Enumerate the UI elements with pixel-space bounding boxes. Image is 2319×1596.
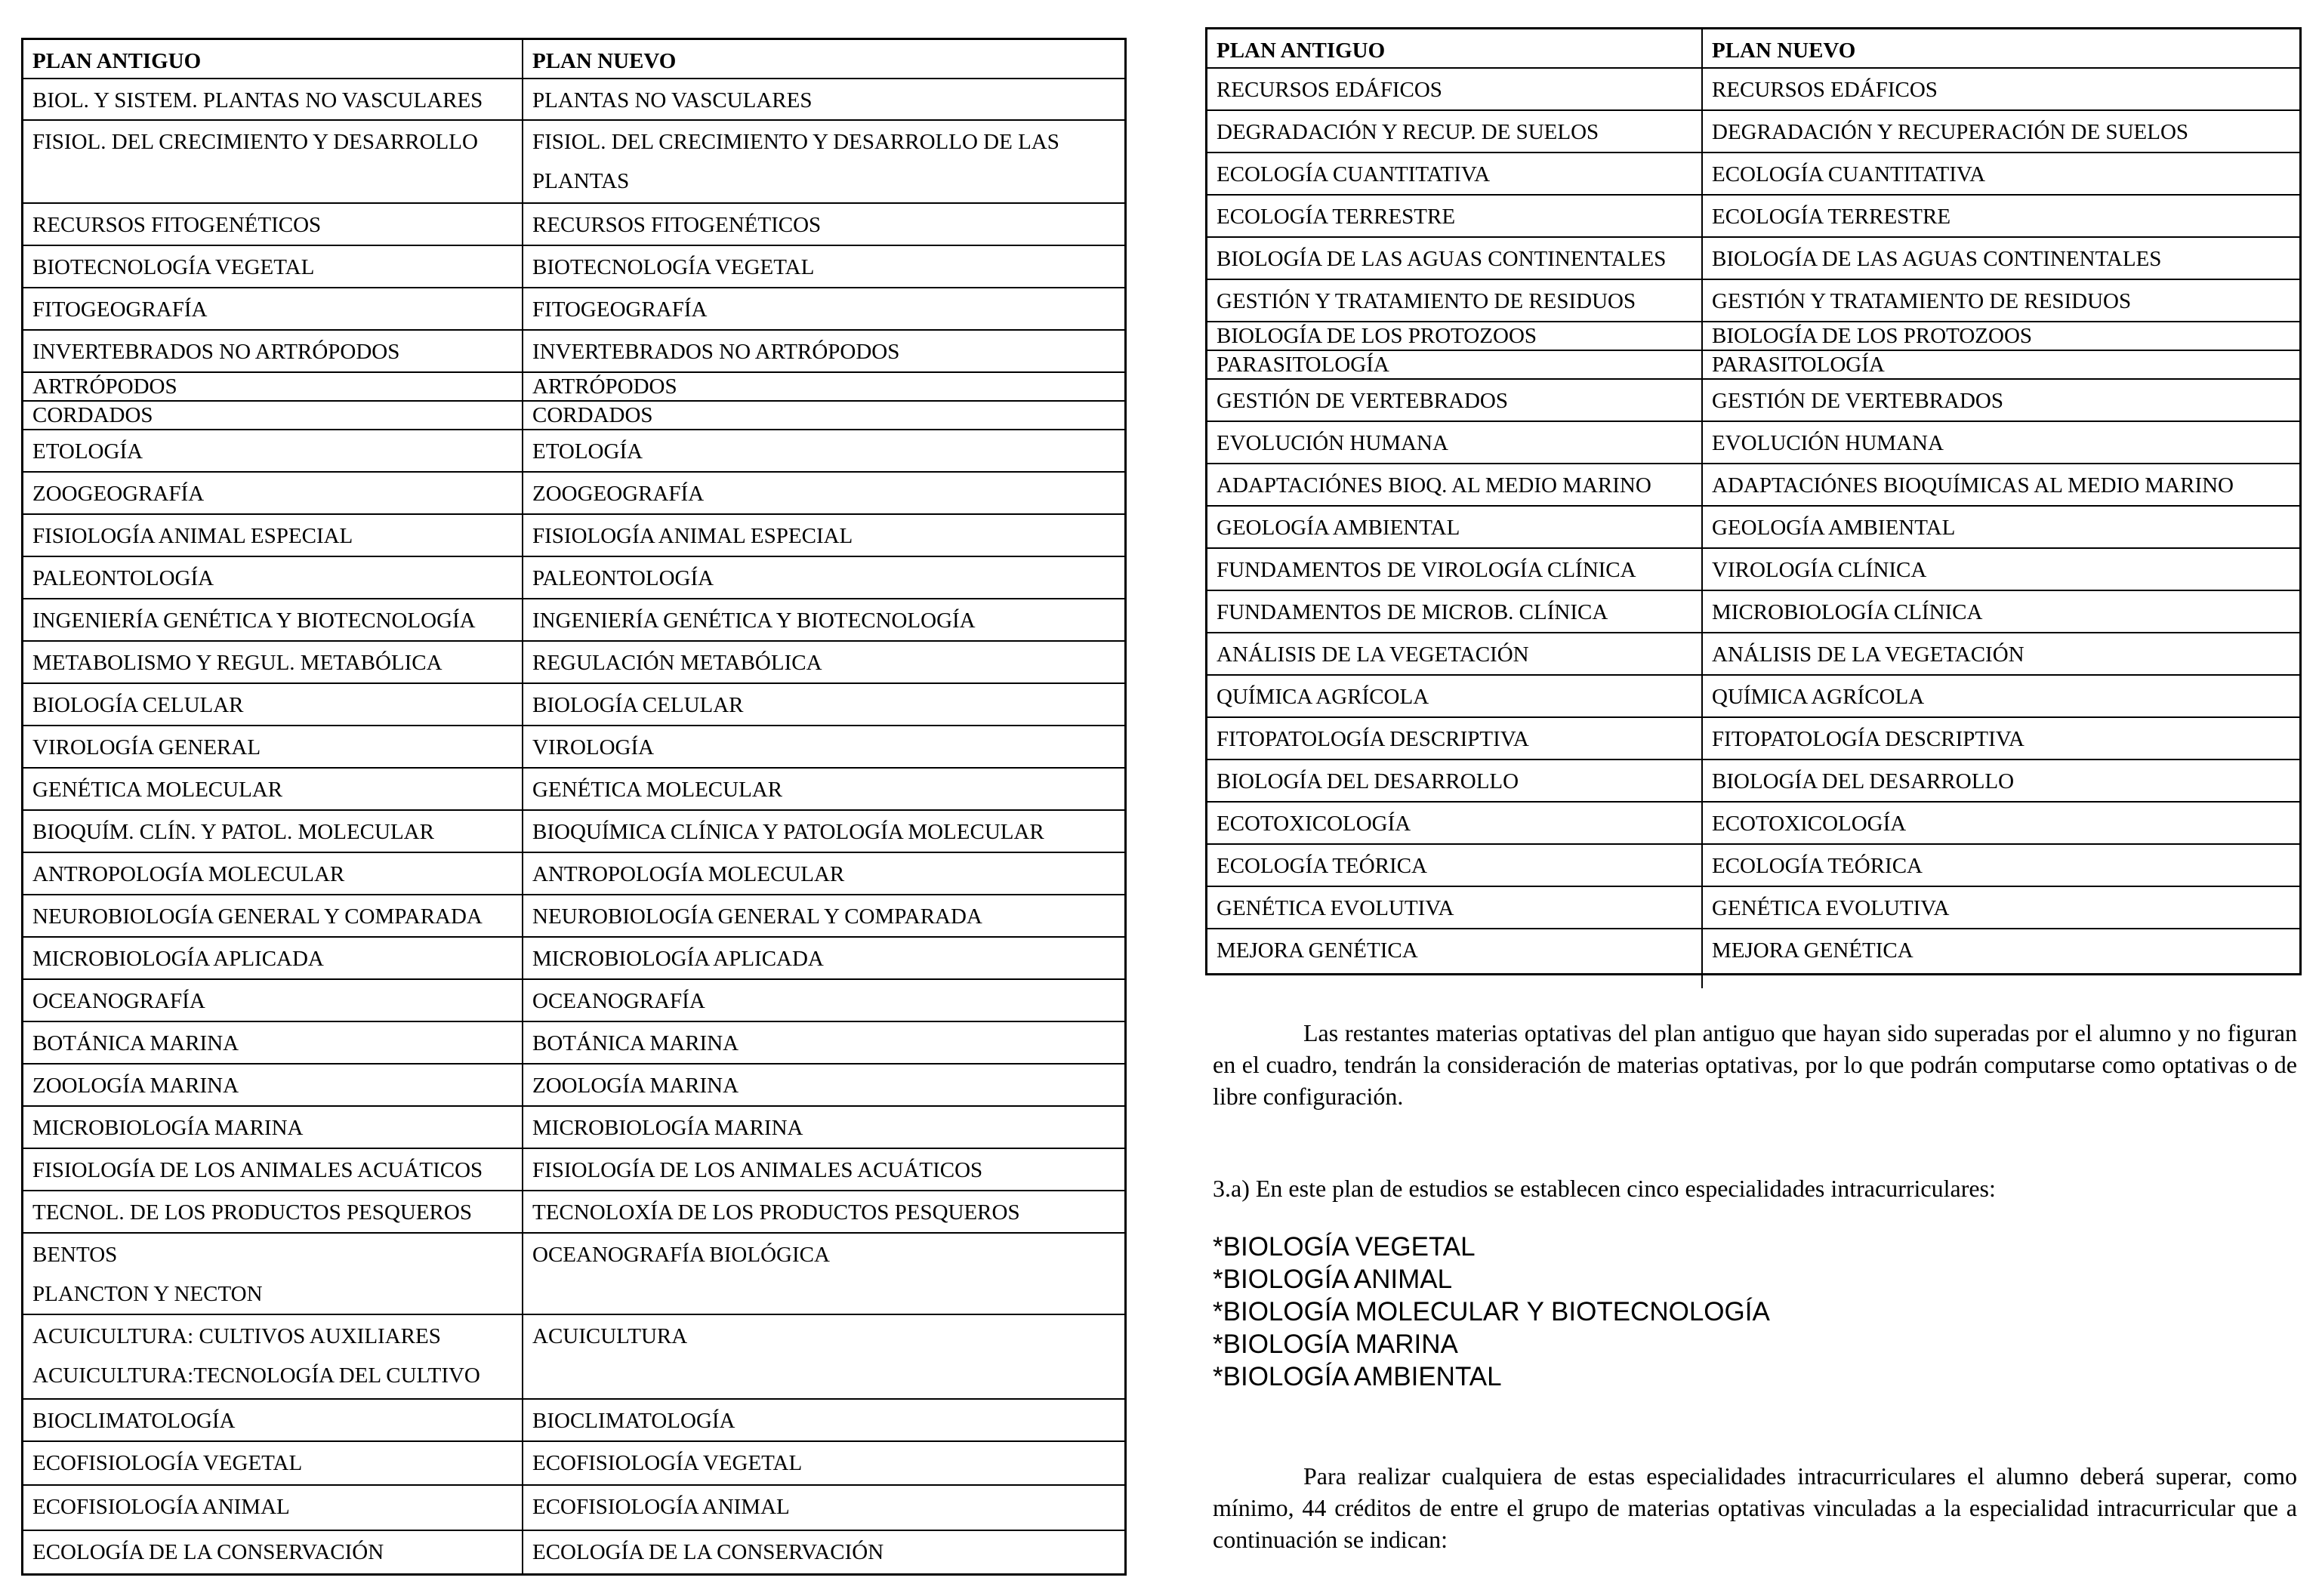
new-plan-cell — [523, 726, 1124, 767]
table-row — [1207, 803, 2299, 845]
cell-text: REGULACIÓN METABÓLICA — [532, 651, 822, 675]
cell-text: OCEANOGRAFÍA — [532, 989, 705, 1013]
list-item: *BIOLOGÍA MARINA — [1213, 1329, 1458, 1359]
old-plan-cell — [1207, 803, 1703, 843]
old-plan-cell — [23, 938, 523, 978]
table-row — [1207, 111, 2299, 153]
cell-text: MICROBIOLOGÍA APLICADA — [32, 947, 324, 971]
new-plan-cell — [523, 373, 1124, 400]
new-plan-cell — [1703, 929, 2299, 988]
new-plan-cell — [523, 1022, 1124, 1063]
table-row — [23, 684, 1124, 726]
cell-text: ECOLOGÍA TERRESTRE — [1217, 205, 1456, 229]
table-row — [23, 642, 1124, 684]
table-row — [23, 515, 1124, 557]
old-plan-cell — [1207, 845, 1703, 886]
old-plan-cell — [23, 1400, 523, 1440]
new-plan-cell — [523, 980, 1124, 1021]
list-item: *BIOLOGÍA VEGETAL — [1213, 1232, 1476, 1262]
cell-text: MICROBIOLOGÍA MARINA — [32, 1116, 304, 1140]
old-plan-cell — [23, 811, 523, 852]
new-plan-cell — [1703, 633, 2299, 674]
cell-text: ANÁLISIS DE LA VEGETACIÓN — [1217, 642, 1529, 667]
cell-text: QUÍMICA AGRÍCOLA — [1217, 685, 1429, 709]
cell-text: RECURSOS FITOGENÉTICOS — [32, 213, 322, 237]
cell-text: FISIOL. DEL CRECIMIENTO Y DESARROLLO DE LAS — [532, 130, 1059, 154]
cell-text: BIOLOGÍA DEL DESARROLLO — [1712, 769, 2015, 793]
cell-text: ADAPTACIÓNES BIOQUÍMICAS AL MEDIO MARINO — [1712, 473, 2234, 498]
old-plan-cell — [23, 1442, 523, 1484]
new-plan-cell — [523, 1315, 1124, 1398]
table-row — [1207, 633, 2299, 676]
cell-text: PALEONTOLOGÍA — [32, 566, 214, 590]
table-row — [23, 599, 1124, 642]
cell-text: BIOLOGÍA CELULAR — [32, 693, 244, 717]
table-row — [23, 557, 1124, 599]
old-plan-cell — [1207, 676, 1703, 716]
list-item: *BIOLOGÍA MOLECULAR Y BIOTECNOLOGÍA — [1213, 1297, 1770, 1326]
cell-text: FITOPATOLOGÍA DESCRIPTIVA — [1217, 727, 1529, 751]
cell-text: ECOLOGÍA DE LA CONSERVACIÓN — [32, 1540, 384, 1564]
new-plan-cell — [523, 204, 1124, 245]
cell-text: INGENIERÍA GENÉTICA Y BIOTECNOLOGÍA — [532, 609, 976, 633]
equivalence-table-right — [1205, 27, 2302, 975]
new-plan-cell — [523, 642, 1124, 682]
old-plan-cell — [23, 1191, 523, 1232]
old-plan-cell — [23, 853, 523, 894]
cell-text: BIOTECNOLOGÍA VEGETAL — [532, 255, 815, 279]
table-row — [23, 1486, 1124, 1531]
cell-text: GESTIÓN Y TRATAMIENTO DE RESIDUOS — [1712, 289, 2132, 313]
old-plan-cell — [1207, 929, 1703, 988]
cell-text: ECOFISIOLOGÍA ANIMAL — [532, 1495, 790, 1519]
table-row — [1207, 676, 2299, 718]
cell-text: INVERTEBRADOS NO ARTRÓPODOS — [532, 340, 900, 364]
cell-text: BIOL. Y SISTEM. PLANTAS NO VASCULARES — [32, 88, 483, 112]
cell-text: ECOLOGÍA TERRESTRE — [1712, 205, 1951, 229]
new-plan-cell — [523, 769, 1124, 809]
equivalence-table-left — [21, 38, 1127, 1576]
cell-text: PARASITOLOGÍA — [1712, 353, 1885, 377]
old-plan-cell — [1207, 153, 1703, 194]
old-plan-cell — [1207, 422, 1703, 463]
table-row — [1207, 280, 2299, 322]
cell-text: DEGRADACIÓN Y RECUP. DE SUELOS — [1217, 120, 1599, 144]
table-row — [1207, 351, 2299, 380]
old-plan-cell — [23, 204, 523, 245]
old-plan-cell — [23, 1486, 523, 1530]
column-header-new-plan: PLAN NUEVO — [1712, 39, 1856, 63]
cell-text: BOTÁNICA MARINA — [532, 1031, 739, 1055]
cell-text: GEOLOGÍA AMBIENTAL — [1712, 516, 1956, 540]
cell-text: BIOQUÍMICA CLÍNICA Y PATOLOGÍA MOLECULAR — [532, 820, 1044, 844]
cell-text: BIOQUÍM. CLÍN. Y PATOL. MOLECULAR — [32, 820, 434, 844]
list-item: *BIOLOGÍA ANIMAL — [1213, 1265, 1453, 1294]
cell-text: GESTIÓN DE VERTEBRADOS — [1217, 389, 1509, 413]
old-plan-cell — [23, 895, 523, 936]
cell-text: FITOGEOGRAFÍA — [32, 297, 208, 322]
cell-text: PARASITOLOGÍA — [1217, 353, 1389, 377]
cell-text: ECOLOGÍA TEÓRICA — [1217, 854, 1427, 878]
new-plan-cell — [1703, 760, 2299, 801]
cell-text: GESTIÓN DE VERTEBRADOS — [1712, 389, 2004, 413]
table-row — [1207, 591, 2299, 633]
table-row — [1207, 69, 2299, 111]
cell-text: METABOLISMO Y REGUL. METABÓLICA — [32, 651, 443, 675]
old-plan-cell — [23, 430, 523, 471]
cell-text: FISIOLOGÍA DE LOS ANIMALES ACUÁTICOS — [532, 1158, 983, 1182]
old-plan-cell — [1207, 507, 1703, 547]
old-plan-cell — [1207, 238, 1703, 279]
table-row — [23, 938, 1124, 980]
cell-text: PLANTAS NO VASCULARES — [532, 88, 813, 112]
old-plan-cell — [1207, 111, 1703, 152]
cell-text: ANTROPOLOGÍA MOLECULAR — [32, 862, 345, 886]
paragraph-credits-requirement: Para realizar cualquiera de estas especialidades intracurriculares el alumno deberá superar, como mínimo, 44 créditos de entre el grupo de materias optativas vinculadas a la especialidad intracurricular que a continuación se indican: — [1213, 1462, 2297, 1553]
cell-text: ECOTOXICOLOGÍA — [1217, 812, 1411, 836]
cell-text: ETOLOGÍA — [32, 439, 143, 464]
cell-text: RECURSOS FITOGENÉTICOS — [532, 213, 822, 237]
table-row — [1207, 422, 2299, 464]
cell-text: ECOLOGÍA CUANTITATIVA — [1712, 162, 1986, 186]
cell-text: QUÍMICA AGRÍCOLA — [1712, 685, 1925, 709]
table-row — [1207, 718, 2299, 760]
table-row — [23, 1315, 1124, 1400]
old-plan-cell — [23, 373, 523, 400]
old-plan-cell — [23, 402, 523, 429]
new-plan-cell — [523, 684, 1124, 725]
table-row — [23, 980, 1124, 1022]
cell-text: FISIOLOGÍA ANIMAL ESPECIAL — [532, 524, 853, 548]
cell-text: DEGRADACIÓN Y RECUPERACIÓN DE SUELOS — [1712, 120, 2189, 144]
old-plan-cell — [1207, 887, 1703, 928]
table-row — [23, 1107, 1124, 1149]
cell-text: FUNDAMENTOS DE VIROLOGÍA CLÍNICA — [1217, 558, 1636, 582]
cell-text: GESTIÓN Y TRATAMIENTO DE RESIDUOS — [1217, 289, 1636, 313]
old-plan-cell — [1207, 196, 1703, 236]
old-plan-cell — [1207, 591, 1703, 632]
table-row — [23, 331, 1124, 373]
new-plan-cell — [1703, 111, 2299, 152]
table-row — [1207, 380, 2299, 422]
table-row — [23, 1234, 1124, 1315]
new-plan-cell — [1703, 280, 2299, 321]
old-plan-cell — [23, 79, 523, 119]
table-row — [23, 204, 1124, 246]
table-row — [1207, 464, 2299, 507]
old-plan-cell — [1207, 69, 1703, 109]
new-plan-cell — [523, 331, 1124, 371]
cell-text: BIOLOGÍA DE LOS PROTOZOOS — [1217, 324, 1537, 348]
new-plan-cell — [1703, 69, 2299, 109]
old-plan-cell — [1207, 760, 1703, 801]
table-row — [1207, 845, 2299, 887]
table-row — [23, 1149, 1124, 1191]
cell-text: FUNDAMENTOS DE MICROB. CLÍNICA — [1217, 600, 1608, 624]
table-row — [23, 769, 1124, 811]
cell-text: ARTRÓPODOS — [532, 374, 677, 399]
cell-text: MICROBIOLOGÍA MARINA — [532, 1116, 803, 1140]
cell-text: PLANCTON Y NECTON — [32, 1282, 263, 1306]
cell-text: MICROBIOLOGÍA CLÍNICA — [1712, 600, 1983, 624]
cell-text: ACUICULTURA: CULTIVOS AUXILIARES — [32, 1324, 441, 1348]
table-row — [1207, 153, 2299, 196]
old-plan-cell — [23, 1315, 523, 1398]
cell-text: CORDADOS — [32, 403, 153, 427]
table-row — [1207, 238, 2299, 280]
new-plan-cell — [1703, 322, 2299, 350]
old-plan-cell — [23, 1065, 523, 1105]
table-row — [1207, 929, 2299, 988]
new-plan-cell — [1703, 803, 2299, 843]
table-row — [23, 430, 1124, 473]
old-plan-cell — [23, 684, 523, 725]
table-row — [23, 895, 1124, 938]
new-plan-cell — [523, 811, 1124, 852]
old-plan-cell — [23, 288, 523, 329]
paragraph-remaining-optatives: Las restantes materias optativas del plan antiguo que hayan sido superadas por el alumno y no figuran en el cuadro, tendrán la consideración de materias optativas, por lo que podrán computarse como optativas o de libre configuración. — [1213, 1019, 2297, 1110]
specialties-list — [1213, 1231, 1770, 1393]
new-plan-cell — [523, 938, 1124, 978]
table-row — [1207, 549, 2299, 591]
old-plan-cell — [23, 599, 523, 640]
cell-text: PALEONTOLOGÍA — [532, 566, 714, 590]
cell-text: TECNOL. DE LOS PRODUCTOS PESQUEROS — [32, 1200, 472, 1225]
old-plan-cell — [1207, 718, 1703, 759]
cell-text: GENÉTICA MOLECULAR — [532, 778, 783, 802]
new-plan-cell — [523, 853, 1124, 894]
cell-text: OCEANOGRAFÍA BIOLÓGICA — [532, 1243, 830, 1267]
column-header-old-plan: PLAN ANTIGUO — [1207, 29, 1703, 67]
cell-text: BIOCLIMATOLOGÍA — [32, 1409, 236, 1433]
new-plan-cell — [523, 402, 1124, 429]
cell-text: ECOTOXICOLOGÍA — [1712, 812, 1907, 836]
cell-text: INVERTEBRADOS NO ARTRÓPODOS — [32, 340, 400, 364]
table-row — [1207, 887, 2299, 929]
cell-text: MEJORA GENÉTICA — [1712, 938, 1913, 963]
new-plan-cell — [1703, 718, 2299, 759]
cell-text: FISIOLOGÍA ANIMAL ESPECIAL — [32, 524, 353, 548]
table-row — [23, 246, 1124, 288]
cell-text: ECOFISIOLOGÍA ANIMAL — [32, 1495, 290, 1519]
cell-text: BIOLOGÍA DE LOS PROTOZOOS — [1712, 324, 2033, 348]
cell-text: MICROBIOLOGÍA APLICADA — [532, 947, 824, 971]
table-row — [23, 811, 1124, 853]
cell-text: FISIOL. DEL CRECIMIENTO Y DESARROLLO — [32, 130, 478, 154]
new-plan-cell — [523, 1065, 1124, 1105]
cell-text: BIOLOGÍA DE LAS AGUAS CONTINENTALES — [1712, 247, 2162, 271]
column-header-old-plan: PLAN ANTIGUO — [23, 40, 523, 78]
cell-text: VIROLOGÍA CLÍNICA — [1712, 558, 1927, 582]
new-plan-cell — [523, 515, 1124, 556]
new-plan-cell — [1703, 676, 2299, 716]
table-row — [23, 726, 1124, 769]
cell-text: ANÁLISIS DE LA VEGETACIÓN — [1712, 642, 2024, 667]
cell-text: EVOLUCIÓN HUMANA — [1217, 431, 1448, 455]
table-row — [23, 121, 1124, 204]
cell-text: BIOLOGÍA DE LAS AGUAS CONTINENTALES — [1217, 247, 1667, 271]
cell-text: ECOFISIOLOGÍA VEGETAL — [532, 1451, 803, 1475]
table-row — [1207, 760, 2299, 803]
old-plan-cell — [23, 121, 523, 202]
old-plan-cell — [23, 1107, 523, 1148]
cell-text: FITOPATOLOGÍA DESCRIPTIVA — [1712, 727, 2024, 751]
new-plan-cell — [523, 79, 1124, 119]
cell-text: ADAPTACIÓNES BIOQ. AL MEDIO MARINO — [1217, 473, 1651, 498]
old-plan-cell — [1207, 322, 1703, 350]
cell-text: FITOGEOGRAFÍA — [532, 297, 708, 322]
new-plan-cell — [523, 1191, 1124, 1232]
new-plan-cell — [523, 1107, 1124, 1148]
cell-text: PLANTAS — [532, 169, 630, 193]
table-row — [23, 402, 1124, 430]
cell-text: ECOLOGÍA CUANTITATIVA — [1217, 162, 1491, 186]
cell-text: BENTOS — [32, 1243, 118, 1267]
cell-text: ECOLOGÍA TEÓRICA — [1712, 854, 1923, 878]
new-plan-cell — [1703, 238, 2299, 279]
cell-text: INGENIERÍA GENÉTICA Y BIOTECNOLOGÍA — [32, 609, 476, 633]
old-plan-cell — [23, 980, 523, 1021]
table-row — [1207, 507, 2299, 549]
column-header-new-plan: PLAN NUEVO — [532, 49, 677, 73]
cell-text: ZOOGEOGRAFÍA — [532, 482, 705, 506]
cell-text: VIROLOGÍA — [532, 735, 655, 759]
old-plan-cell — [23, 726, 523, 767]
new-plan-cell — [1703, 845, 2299, 886]
table-row — [23, 1191, 1124, 1234]
cell-text: ZOOGEOGRAFÍA — [32, 482, 205, 506]
cell-text: GENÉTICA EVOLUTIVA — [1217, 896, 1454, 920]
new-plan-cell — [523, 1486, 1124, 1530]
old-plan-cell — [23, 515, 523, 556]
cell-text: BIOLOGÍA DEL DESARROLLO — [1217, 769, 1519, 793]
cell-text: RECURSOS EDÁFICOS — [1712, 78, 1938, 102]
old-plan-cell — [23, 1022, 523, 1063]
cell-text: GENÉTICA EVOLUTIVA — [1712, 896, 1950, 920]
old-plan-cell — [1207, 549, 1703, 590]
table-row — [23, 853, 1124, 895]
cell-text: BIOCLIMATOLOGÍA — [532, 1409, 735, 1433]
cell-text: TECNOLOXÍA DE LOS PRODUCTOS PESQUEROS — [532, 1200, 1020, 1225]
new-plan-cell — [1703, 507, 2299, 547]
cell-text: NEUROBIOLOGÍA GENERAL Y COMPARADA — [532, 904, 982, 929]
cell-text: ARTRÓPODOS — [32, 374, 177, 399]
new-plan-cell — [523, 1531, 1124, 1573]
cell-text: BOTÁNICA MARINA — [32, 1031, 239, 1055]
new-plan-cell — [523, 1149, 1124, 1190]
list-item: *BIOLOGÍA AMBIENTAL — [1213, 1362, 1502, 1391]
table-row — [23, 473, 1124, 515]
table-row — [23, 1400, 1124, 1442]
old-plan-cell — [23, 769, 523, 809]
paragraph-specialties-intro: 3.a) En este plan de estudios se establecen cinco especialidades intracurriculares: — [1213, 1175, 1996, 1202]
cell-text: OCEANOGRAFÍA — [32, 989, 205, 1013]
old-plan-cell — [23, 1531, 523, 1573]
table-row — [23, 373, 1124, 402]
cell-text: CORDADOS — [532, 403, 653, 427]
new-plan-cell — [523, 288, 1124, 329]
new-plan-cell — [1703, 196, 2299, 236]
old-plan-cell — [23, 642, 523, 682]
cell-text: ECOFISIOLOGÍA VEGETAL — [32, 1451, 303, 1475]
table-header-row — [1207, 29, 2299, 69]
cell-text: GEOLOGÍA AMBIENTAL — [1217, 516, 1460, 540]
new-plan-cell — [523, 1400, 1124, 1440]
new-plan-cell — [1703, 422, 2299, 463]
old-plan-cell — [23, 473, 523, 513]
cell-text: ANTROPOLOGÍA MOLECULAR — [532, 862, 845, 886]
table-row — [23, 1531, 1124, 1573]
cell-text: EVOLUCIÓN HUMANA — [1712, 431, 1944, 455]
cell-text: FISIOLOGÍA DE LOS ANIMALES ACUÁTICOS — [32, 1158, 483, 1182]
cell-text: ZOOLOGÍA MARINA — [32, 1074, 239, 1098]
table-row — [1207, 322, 2299, 351]
new-plan-cell — [1703, 549, 2299, 590]
new-plan-cell — [1703, 380, 2299, 421]
new-plan-cell — [523, 895, 1124, 936]
old-plan-cell — [1207, 280, 1703, 321]
cell-text: ETOLOGÍA — [532, 439, 643, 464]
new-plan-cell — [1703, 591, 2299, 632]
old-plan-cell — [1207, 464, 1703, 505]
table-row — [23, 1065, 1124, 1107]
new-plan-cell — [523, 1234, 1124, 1314]
old-plan-cell — [23, 1234, 523, 1314]
old-plan-cell — [1207, 351, 1703, 378]
old-plan-cell — [23, 1149, 523, 1190]
cell-text: BIOTECNOLOGÍA VEGETAL — [32, 255, 315, 279]
table-row — [1207, 196, 2299, 238]
old-plan-cell — [1207, 633, 1703, 674]
old-plan-cell — [1207, 380, 1703, 421]
old-plan-cell — [23, 331, 523, 371]
new-plan-cell — [523, 473, 1124, 513]
table-row — [23, 1442, 1124, 1486]
table-row — [23, 1022, 1124, 1065]
table-header-row — [23, 40, 1124, 79]
cell-text: RECURSOS EDÁFICOS — [1217, 78, 1442, 102]
new-plan-cell — [523, 599, 1124, 640]
table-row — [23, 79, 1124, 121]
cell-text: NEUROBIOLOGÍA GENERAL Y COMPARADA — [32, 904, 483, 929]
new-plan-cell — [523, 1442, 1124, 1484]
new-plan-cell — [523, 557, 1124, 598]
cell-text: ZOOLOGÍA MARINA — [532, 1074, 739, 1098]
cell-text: ECOLOGÍA DE LA CONSERVACIÓN — [532, 1540, 884, 1564]
new-plan-cell — [523, 246, 1124, 287]
cell-text: ACUICULTURA:TECNOLOGÍA DEL CULTIVO — [32, 1363, 480, 1388]
old-plan-cell — [23, 246, 523, 287]
new-plan-cell — [523, 121, 1124, 202]
cell-text: GENÉTICA MOLECULAR — [32, 778, 283, 802]
table-row — [23, 288, 1124, 331]
new-plan-cell — [1703, 153, 2299, 194]
old-plan-cell — [23, 557, 523, 598]
new-plan-cell — [1703, 351, 2299, 378]
new-plan-cell — [1703, 464, 2299, 505]
new-plan-cell — [523, 430, 1124, 471]
new-plan-cell — [1703, 887, 2299, 928]
cell-text: ACUICULTURA — [532, 1324, 688, 1348]
cell-text: MEJORA GENÉTICA — [1217, 938, 1418, 963]
cell-text: VIROLOGÍA GENERAL — [32, 735, 261, 759]
cell-text: BIOLOGÍA CELULAR — [532, 693, 744, 717]
